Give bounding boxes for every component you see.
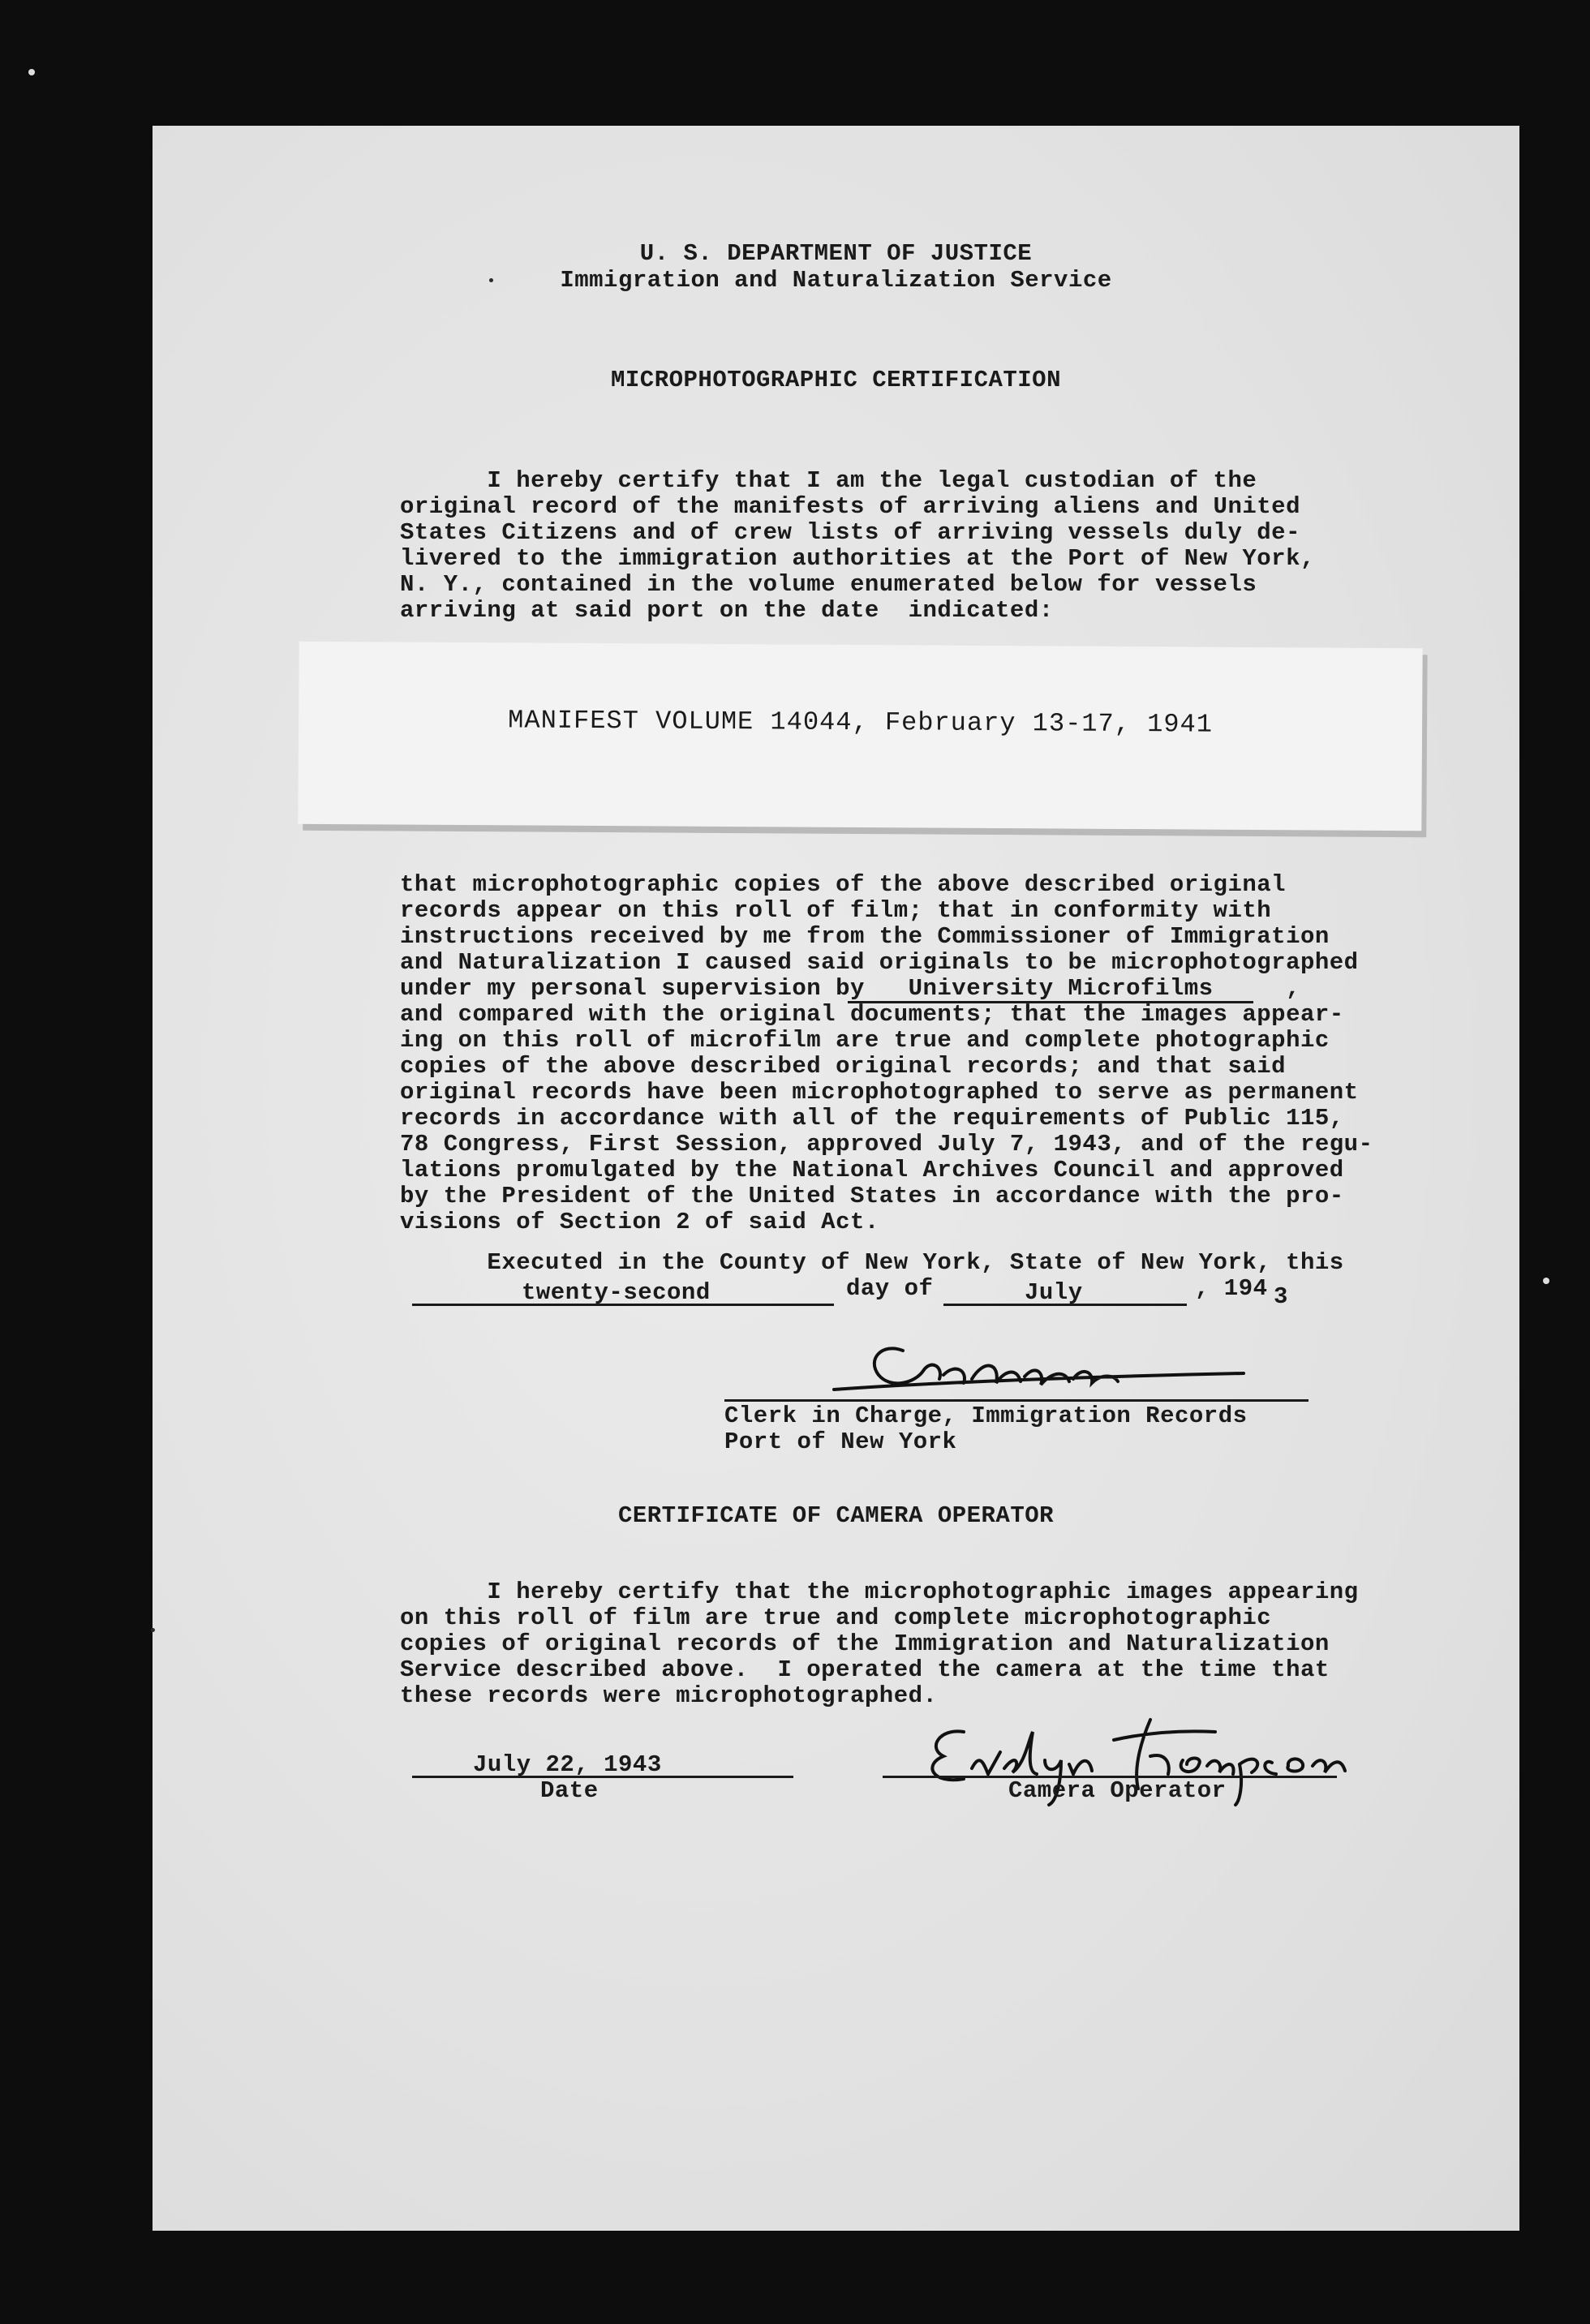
service-heading: Immigration and Naturalization Service	[560, 267, 1112, 294]
body-line: original records have been microphotographed to serve as permanent	[400, 1079, 1359, 1106]
year-suffix: 3	[1274, 1283, 1288, 1310]
body-line: lations promulgated by the National Archives Council and approved	[400, 1157, 1344, 1183]
camera-line: Service described above. I operated the camera at the time that	[400, 1656, 1330, 1683]
body-line: ing on this roll of microfilm are true and complete photographic	[400, 1027, 1330, 1054]
year-prefix: , 194	[1195, 1275, 1268, 1302]
month-underline	[943, 1304, 1187, 1306]
page-title: MICROPHOTOGRAPHIC CERTIFICATION	[611, 367, 1061, 393]
body-line: and compared with the original documents; that the images appear-	[400, 1001, 1344, 1028]
certificate-page	[153, 126, 1519, 2231]
body-line: under my personal supervision by University Microfilms ,	[400, 975, 1300, 1002]
camera-line: copies of original records of the Immigration and Naturalization	[400, 1630, 1330, 1657]
date-value: July 22, 1943	[473, 1751, 662, 1778]
film-speck	[28, 69, 35, 75]
manifest-slip	[298, 642, 1422, 831]
film-speck	[1543, 1278, 1549, 1284]
body-line: copies of the above described original records; and that said	[400, 1053, 1287, 1080]
camera-line: on this roll of film are true and complete microphotographic	[400, 1604, 1272, 1631]
operator-label: Camera Operator	[1008, 1777, 1227, 1804]
intro-line: I hereby certify that I am the legal custodian of the	[400, 467, 1257, 494]
clerk-signature	[801, 1326, 1256, 1403]
clerk-title: Clerk in Charge, Immigration Records	[724, 1403, 1248, 1429]
intro-line: original record of the manifests of arriving aliens and United	[400, 493, 1300, 520]
intro-line: livered to the immigration authorities at the Port of New York,	[400, 545, 1315, 572]
body-line: and Naturalization I caused said originals to be microphotographed	[400, 949, 1359, 976]
speck	[489, 278, 493, 282]
date-label: Date	[540, 1777, 599, 1804]
speck	[151, 1628, 155, 1632]
day-of-label: day of	[846, 1275, 934, 1302]
day-value: twenty-second	[522, 1279, 711, 1306]
intro-line: States Citizens and of crew lists of arriving vessels duly de-	[400, 519, 1300, 546]
body-line: visions of Section 2 of said Act.	[400, 1209, 879, 1235]
manifest-volume-text: MANIFEST VOLUME 14044, February 13-17, 1941	[508, 705, 1214, 740]
clerk-place: Port of New York	[724, 1428, 957, 1455]
body-line: instructions received by me from the Commissioner of Immigration	[400, 923, 1330, 950]
executed-line: Executed in the County of New York, State of New York, this	[400, 1249, 1344, 1276]
body-line: records in accordance with all of the requirements of Public 115,	[400, 1105, 1344, 1132]
body-line: by the President of the United States in accordance with the pro-	[400, 1183, 1344, 1209]
camera-line: I hereby certify that the microphotographic images appearing	[400, 1579, 1359, 1605]
body-line: that microphotographic copies of the above described original	[400, 871, 1287, 898]
camera-heading: CERTIFICATE OF CAMERA OPERATOR	[617, 1502, 1055, 1529]
department-heading: U. S. DEPARTMENT OF JUSTICE	[639, 240, 1033, 267]
body-line: 78 Congress, First Session, approved July 7, 1943, and of the regu-	[400, 1131, 1373, 1158]
clerk-signature-line	[724, 1399, 1309, 1402]
intro-line: N. Y., contained in the volume enumerated below for vessels	[400, 571, 1257, 598]
month-value: July	[1025, 1279, 1083, 1306]
camera-line: these records were microphotographed.	[400, 1682, 938, 1709]
intro-line: arriving at said port on the date indicated:	[400, 597, 1054, 624]
date-underline	[412, 1776, 793, 1778]
day-underline	[412, 1304, 834, 1306]
body-line: records appear on this roll of film; that in conformity with	[400, 897, 1272, 924]
